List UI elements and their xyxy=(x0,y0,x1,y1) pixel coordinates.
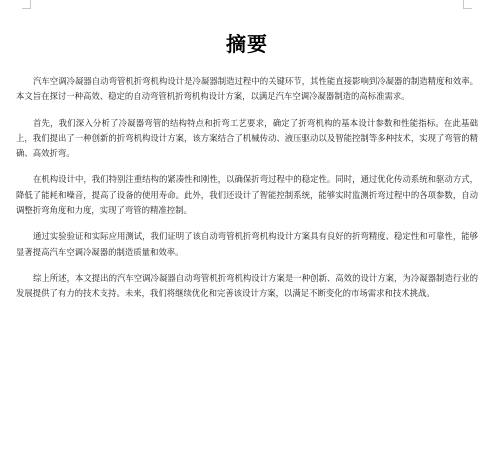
paragraph-5: 综上所述，本文提出的汽车空调冷凝器自动弯管机折弯机构设计方案是一种创新、高效的设计方案，为冷凝器制造行业的发展提供了有力的技术支持。未来，我们将继续优化和完善该设计方案，以满足不断变化的市场需求和技术挑战。 xyxy=(16,272,478,299)
page-corner-mark-top-left xyxy=(22,0,31,9)
paragraph-3: 在机构设计中，我们特别注重结构的紧凑性和刚性，以确保折弯过程中的稳定性。同时，通过优化传动系统和驱动方式，降低了能耗和噪音，提高了设备的使用寿命。此外，我们还设计了智能控制系统，能够实时监测折弯过程中的各项参数，自动调整折弯角度和力度，实现了弯管的精准控制。 xyxy=(16,174,478,216)
paragraph-4: 通过实验验证和实际应用测试，我们证明了该自动弯管机折弯机构设计方案具有良好的折弯精度、稳定性和可靠性，能够显著提高汽车空调冷凝器的制造质量和效率。 xyxy=(16,231,478,257)
page-corner-mark-top-right xyxy=(463,0,472,9)
document-title: 摘要 xyxy=(226,32,268,56)
paragraph-2: 首先，我们深入分析了冷凝器弯管的结构特点和折弯工艺要求，确定了折弯机构的基本设计参数和性能指标。在此基础上，我们提出了一种创新的折弯机构设计方案，该方案结合了机械传动、液压驱动以及智能控制等多种技术，实现了弯管的精确、高效折弯。 xyxy=(16,117,478,159)
paragraph-1: 汽车空调冷凝器自动弯管机折弯机构设计是冷凝器制造过程中的关键环节，其性能直接影响到冷凝器的制造精度和效率。本文旨在探讨一种高效、稳定的自动弯管机折弯机构设计方案，以满足汽车空调冷凝器制造的高标准需求。 xyxy=(16,76,478,102)
document-body xyxy=(16,74,478,313)
